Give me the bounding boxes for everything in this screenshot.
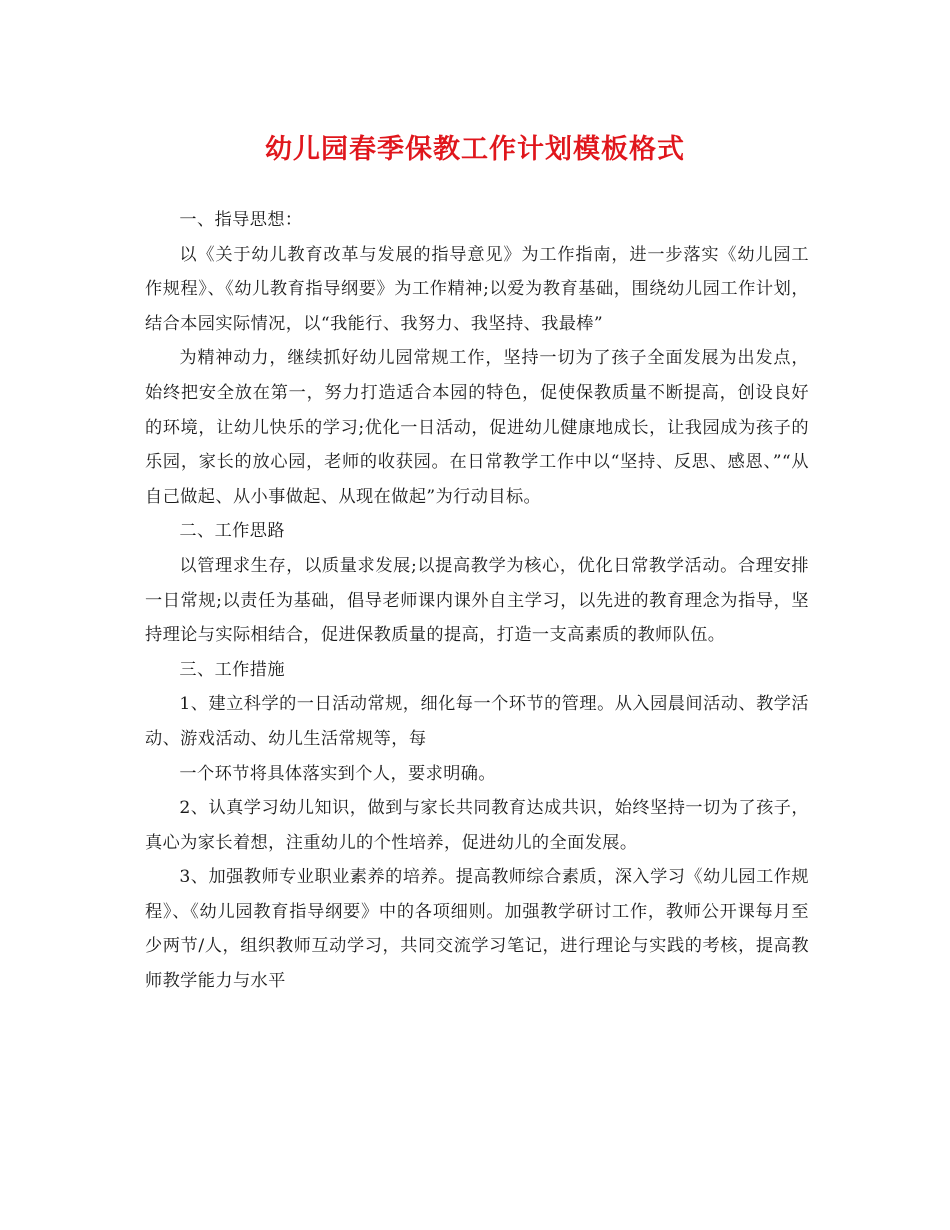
- paragraph-measure-3: 3、加强教师专业职业素养的培养。提高教师综合素质，深入学习《幼儿园工作规程》、《幼儿园教育指导纲要》中的各项细则。加强教学研讨工作，教师公开课每月至少两节/人，组织教师互动学习，共同交流学习笔记，进行理论与实践的考核，提高教师教学能力与水平: [145, 867, 809, 992]
- document-body: [145, 203, 809, 999]
- paragraph-measure-1: 1、建立科学的一日活动常规，细化每一个环节的管理。从入园晨间活动、教学活动、游戏活动、幼儿生活常规等，每: [145, 694, 809, 749]
- document-title: 幼儿园春季保教工作计划模板格式: [265, 134, 685, 165]
- paragraph-measure-1-continued: 一个环节将具体落实到个人，要求明确。: [179, 763, 496, 784]
- section-heading-work-measures: 三、工作措施: [179, 659, 285, 680]
- paragraph-work-approach: 以管理求生存，以质量求发展;以提高教学为核心，优化日常教学活动。合理安排一日常规;以责任为基础，倡导老师课内课外自主学习，以先进的教育理念为指导，坚持理论与实际相结合，促进保教质量的提高，打造一支高素质的教师队伍。: [145, 555, 809, 646]
- section-heading-guiding-ideology: 一、指导思想：: [179, 210, 303, 230]
- section-heading-work-approach: 二、工作思路: [179, 521, 285, 542]
- paragraph-guiding-ideology: 以《关于幼儿教育改革与发展的指导意见》为工作指南，进一步落实《幼儿园工作规程》、《幼儿教育指导纲要》为工作精神;以爱为教育基础，围绕幼儿园工作计划，结合本园实际情况，以“我能行、我努力、我坚持、我最棒”: [145, 244, 809, 334]
- paragraph-spiritual-motivation: 为精神动力，继续抓好幼儿园常规工作，坚持一切为了孩子全面发展为出发点，始终把安全放在第一，努力打造适合本园的特色，促使保教质量不断提高，创设良好的环境，让幼儿快乐的学习;优化一日活动，促进幼儿健康地成长，让我园成为孩子的乐园，家长的放心园，老师的收获园。在日常教学工作中以“坚持、反思、感恩、”“从自己做起、从小事做起、从现在做起”为行动目标。: [145, 348, 809, 507]
- paragraph-measure-2: 2、认真学习幼儿知识，做到与家长共同教育达成共识，始终坚持一切为了孩子，真心为家长着想，注重幼儿的个性培养，促进幼儿的全面发展。: [145, 798, 809, 853]
